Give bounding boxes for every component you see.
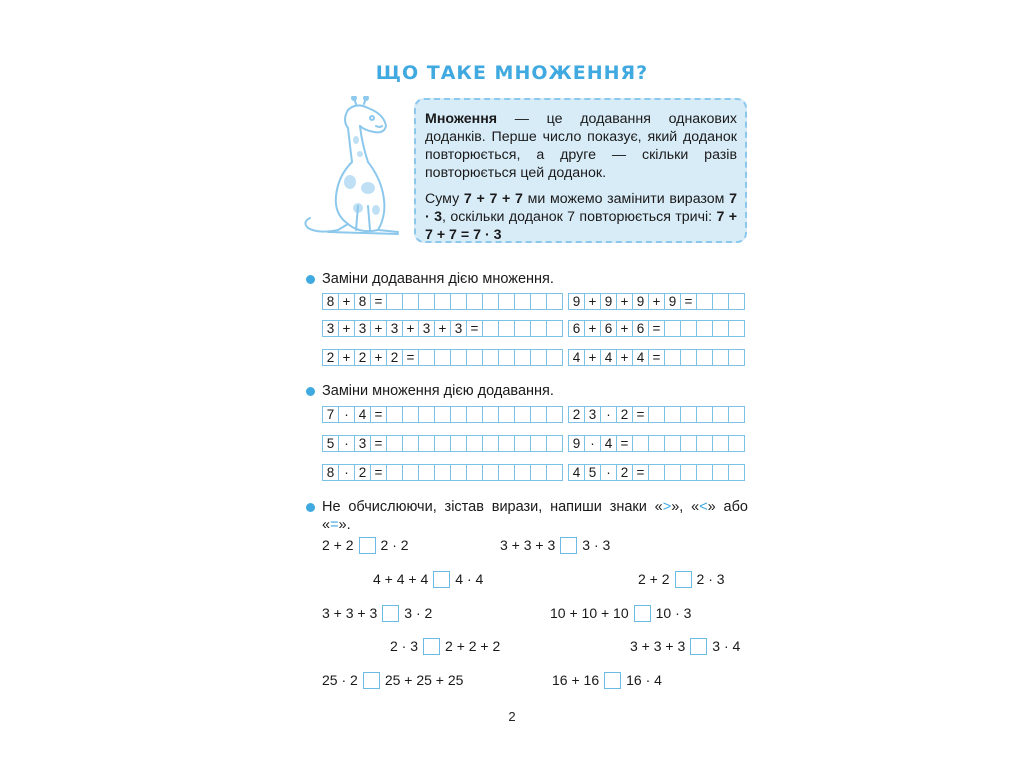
left-expression: 16 + 16	[552, 672, 600, 688]
comparison-item	[322, 603, 432, 623]
answer-grid-left	[322, 349, 562, 366]
comparison-item	[322, 535, 409, 555]
answer-cell[interactable]	[386, 464, 403, 481]
left-expression: 3 + 3 + 3	[630, 638, 686, 654]
answer-cell[interactable]	[418, 406, 435, 423]
answer-cell[interactable]	[696, 406, 713, 423]
comparison-item	[390, 636, 500, 656]
answer-grid-left	[322, 320, 562, 337]
answer-cell[interactable]	[530, 406, 547, 423]
answer-grid-left	[322, 293, 562, 310]
answer-cell[interactable]	[450, 406, 467, 423]
grid-cell: 3	[450, 320, 467, 337]
answer-cell[interactable]	[530, 293, 547, 310]
answer-cell[interactable]	[498, 435, 515, 452]
grid-cell: 3	[322, 320, 339, 337]
grid-cell: 9	[664, 293, 681, 310]
answer-cell[interactable]	[546, 435, 563, 452]
grid-cell: 5	[584, 464, 601, 481]
comparison-item	[322, 670, 463, 690]
answer-cell[interactable]	[514, 435, 531, 452]
grid-cell: 9	[600, 293, 617, 310]
right-expression: 16 · 4	[626, 672, 662, 688]
grid-cell: 4	[568, 349, 585, 366]
sign-answer-box[interactable]	[359, 537, 376, 554]
grid-cell: +	[648, 293, 665, 310]
answer-cell[interactable]	[402, 406, 419, 423]
grid-cell: 4	[600, 349, 617, 366]
answer-cell[interactable]	[664, 349, 681, 366]
answer-cell[interactable]	[482, 464, 499, 481]
task-3-text-a: Не обчислюючи, зістав вирази, напиши знаки «	[322, 499, 663, 515]
answer-grid-left	[322, 464, 562, 481]
grid-cell: 4	[632, 349, 649, 366]
task-3-text-c: » або «	[322, 499, 748, 533]
answer-cell[interactable]	[680, 435, 697, 452]
example-sum: 7 + 7 + 7	[463, 191, 523, 207]
grid-cell: ·	[584, 435, 601, 452]
grid-cell: =	[680, 293, 697, 310]
answer-cell[interactable]	[530, 349, 547, 366]
answer-cell[interactable]	[696, 293, 713, 310]
sign-answer-box[interactable]	[604, 672, 621, 689]
grid-cell: 2	[354, 349, 371, 366]
grid-cell: =	[370, 435, 387, 452]
answer-grid-right	[568, 406, 744, 423]
answer-cell[interactable]	[728, 406, 745, 423]
grid-cell: +	[434, 320, 451, 337]
answer-grid-right	[568, 435, 744, 452]
answer-cell[interactable]	[728, 293, 745, 310]
sign-answer-box[interactable]	[382, 605, 399, 622]
answer-cell[interactable]	[402, 435, 419, 452]
answer-cell[interactable]	[648, 464, 665, 481]
answer-cell[interactable]	[664, 464, 681, 481]
grid-cell: 3	[354, 320, 371, 337]
term: Множення	[425, 111, 498, 127]
answer-cell[interactable]	[418, 435, 435, 452]
left-expression: 3 + 3 + 3	[322, 605, 378, 621]
answer-cell[interactable]	[514, 320, 531, 337]
grid-cell: =	[616, 435, 633, 452]
answer-cell[interactable]	[466, 349, 483, 366]
answer-cell[interactable]	[696, 320, 713, 337]
sign-equal: =	[330, 517, 339, 533]
grid-cell: +	[370, 349, 387, 366]
grid-cell: 4	[600, 435, 617, 452]
answer-cell[interactable]	[482, 435, 499, 452]
answer-cell[interactable]	[434, 349, 451, 366]
grid-cell: =	[370, 293, 387, 310]
answer-cell[interactable]	[466, 464, 483, 481]
definition-text: — це додавання однакових доданків. Перше число показує, який доданок повторюється, а друге — скільки разів повторюється цей доданок.	[425, 111, 737, 181]
answer-cell[interactable]	[418, 349, 435, 366]
answer-cell[interactable]	[514, 464, 531, 481]
comparison-item	[550, 603, 691, 623]
grid-cell: 3	[386, 320, 403, 337]
answer-cell[interactable]	[728, 349, 745, 366]
answer-cell[interactable]	[712, 320, 729, 337]
grid-cell: +	[584, 293, 601, 310]
answer-grid-right	[568, 293, 744, 310]
answer-cell[interactable]	[546, 293, 563, 310]
right-expression: 2 + 2 + 2	[445, 638, 501, 654]
grid-cell: 2	[616, 464, 633, 481]
grid-cell: ·	[338, 464, 355, 481]
grid-cell: +	[338, 320, 355, 337]
answer-cell[interactable]	[530, 435, 547, 452]
comparison-item	[500, 535, 610, 555]
example-text-b: ми можемо замінити виразом	[522, 191, 730, 207]
comparison-item	[373, 569, 483, 589]
grid-cell: 7	[322, 406, 339, 423]
bullet-dot	[306, 387, 315, 396]
grid-cell: =	[648, 320, 665, 337]
answer-cell[interactable]	[482, 406, 499, 423]
answer-cell[interactable]	[696, 349, 713, 366]
grid-cell: =	[370, 406, 387, 423]
answer-cell[interactable]	[450, 435, 467, 452]
grid-cell: =	[632, 464, 649, 481]
grid-cell: +	[616, 293, 633, 310]
answer-cell[interactable]	[418, 293, 435, 310]
grid-cell: =	[466, 320, 483, 337]
answer-grid-right	[568, 349, 744, 366]
definition-box	[414, 98, 747, 243]
grid-cell: 6	[632, 320, 649, 337]
right-expression: 10 · 3	[655, 605, 692, 621]
sign-less: <	[699, 499, 708, 515]
answer-cell[interactable]	[712, 349, 729, 366]
answer-cell[interactable]	[434, 435, 451, 452]
answer-cell[interactable]	[680, 406, 697, 423]
answer-cell[interactable]	[680, 320, 697, 337]
task-3-text-d: ».	[338, 517, 351, 533]
answer-cell[interactable]	[498, 406, 515, 423]
sign-answer-box[interactable]	[433, 571, 450, 588]
grid-cell: 6	[568, 320, 585, 337]
grid-cell: =	[632, 406, 649, 423]
answer-cell[interactable]	[434, 464, 451, 481]
grid-cell: ·	[338, 406, 355, 423]
answer-cell[interactable]	[482, 320, 499, 337]
grid-cell: 2	[322, 349, 339, 366]
answer-cell[interactable]	[680, 464, 697, 481]
answer-cell[interactable]	[434, 406, 451, 423]
right-expression: 25 + 25 + 25	[384, 672, 464, 688]
grid-cell: +	[616, 349, 633, 366]
left-expression: 10 + 10 + 10	[550, 605, 629, 621]
answer-cell[interactable]	[712, 293, 729, 310]
sign-answer-box[interactable]	[675, 571, 692, 588]
answer-cell[interactable]	[450, 464, 467, 481]
grid-cell: +	[584, 320, 601, 337]
right-expression: 4 · 4	[455, 571, 484, 587]
grid-cell: +	[402, 320, 419, 337]
answer-cell[interactable]	[728, 464, 745, 481]
answer-cell[interactable]	[728, 435, 745, 452]
grid-cell: ·	[338, 435, 355, 452]
right-expression: 3 · 3	[582, 537, 611, 553]
answer-cell[interactable]	[530, 320, 547, 337]
answer-grid-left	[322, 406, 562, 423]
answer-cell[interactable]	[482, 349, 499, 366]
left-expression: 3 + 3 + 3	[500, 537, 556, 553]
task-3-label	[322, 498, 748, 534]
answer-cell[interactable]	[466, 406, 483, 423]
answer-cell[interactable]	[386, 293, 403, 310]
grid-cell: 4	[354, 406, 371, 423]
answer-grid-right	[568, 320, 744, 337]
answer-grid-left	[322, 435, 562, 452]
grid-cell: +	[338, 293, 355, 310]
grid-cell: =	[648, 349, 665, 366]
grid-cell: +	[584, 349, 601, 366]
answer-cell[interactable]	[402, 293, 419, 310]
grid-cell: 2	[354, 464, 371, 481]
grid-cell: 8	[322, 293, 339, 310]
task-1-label: Заміни додавання дією множення.	[322, 271, 554, 287]
grid-cell: 9	[632, 293, 649, 310]
grid-cell: =	[370, 464, 387, 481]
grid-cell: 8	[354, 293, 371, 310]
right-expression: 3 · 2	[404, 605, 433, 621]
grid-cell: =	[402, 349, 419, 366]
bullet-dot	[306, 275, 315, 284]
answer-cell[interactable]	[386, 406, 403, 423]
answer-cell[interactable]	[680, 349, 697, 366]
grid-cell: 3	[584, 406, 601, 423]
answer-cell[interactable]	[386, 435, 403, 452]
grid-cell: 8	[322, 464, 339, 481]
grid-cell: +	[338, 349, 355, 366]
answer-cell[interactable]	[514, 406, 531, 423]
answer-cell[interactable]	[450, 349, 467, 366]
sign-answer-box[interactable]	[560, 537, 577, 554]
right-expression: 2 · 3	[696, 571, 725, 587]
answer-cell[interactable]	[546, 320, 563, 337]
answer-cell[interactable]	[402, 464, 419, 481]
grid-cell: 2	[568, 406, 585, 423]
answer-cell[interactable]	[712, 406, 729, 423]
answer-cell[interactable]	[696, 464, 713, 481]
sign-answer-box[interactable]	[363, 672, 380, 689]
left-expression: 2 + 2	[322, 537, 354, 553]
answer-cell[interactable]	[514, 349, 531, 366]
answer-cell[interactable]	[482, 293, 499, 310]
left-expression: 2 + 2	[638, 571, 670, 587]
grid-cell: 4	[568, 464, 585, 481]
answer-cell[interactable]	[696, 435, 713, 452]
grid-cell: ·	[600, 464, 617, 481]
grid-cell: +	[616, 320, 633, 337]
sign-answer-box[interactable]	[690, 638, 707, 655]
answer-cell[interactable]	[498, 464, 515, 481]
grid-cell: 9	[568, 435, 585, 452]
task-3-text-b: », «	[671, 499, 700, 515]
answer-cell[interactable]	[728, 320, 745, 337]
grid-cell: 5	[322, 435, 339, 452]
example-paragraph	[425, 190, 737, 244]
answer-cell[interactable]	[514, 293, 531, 310]
grid-cell: 9	[568, 293, 585, 310]
answer-cell[interactable]	[546, 464, 563, 481]
answer-cell[interactable]	[664, 406, 681, 423]
comparison-item	[638, 569, 725, 589]
answer-cell[interactable]	[546, 406, 563, 423]
right-expression: 2 · 2	[380, 537, 409, 553]
grid-cell: ·	[600, 406, 617, 423]
sign-answer-box[interactable]	[423, 638, 440, 655]
answer-cell[interactable]	[498, 320, 515, 337]
answer-cell[interactable]	[434, 293, 451, 310]
answer-cell[interactable]	[664, 320, 681, 337]
answer-cell[interactable]	[712, 464, 729, 481]
answer-cell[interactable]	[664, 435, 681, 452]
answer-cell[interactable]	[648, 406, 665, 423]
example-equation: 7 + 7 + 7 = 7 · 3	[425, 209, 738, 243]
example-text-a: Суму	[425, 191, 464, 207]
answer-grid-right	[568, 464, 744, 481]
grid-cell: 3	[418, 320, 435, 337]
grid-cell: +	[370, 320, 387, 337]
grid-cell: 6	[600, 320, 617, 337]
example-text-c: , оскільки доданок 7 повторюється тричі:	[442, 209, 717, 225]
answer-cell[interactable]	[418, 464, 435, 481]
answer-cell[interactable]	[466, 435, 483, 452]
answer-cell[interactable]	[530, 464, 547, 481]
comparison-item	[552, 670, 662, 690]
sign-answer-box[interactable]	[634, 605, 651, 622]
answer-cell[interactable]	[632, 435, 649, 452]
answer-cell[interactable]	[498, 349, 515, 366]
definition-paragraph	[425, 110, 737, 182]
answer-cell[interactable]	[450, 293, 467, 310]
task-2-label: Заміни множення дією додавання.	[322, 383, 554, 399]
answer-cell[interactable]	[712, 435, 729, 452]
right-expression: 3 · 4	[712, 638, 741, 654]
answer-cell[interactable]	[648, 435, 665, 452]
answer-cell[interactable]	[498, 293, 515, 310]
page-title: ЩО ТАКЕ МНОЖЕННЯ?	[375, 62, 649, 84]
answer-cell[interactable]	[466, 293, 483, 310]
left-expression: 2 · 3	[390, 638, 419, 654]
page-number: 2	[508, 709, 516, 724]
grid-cell: 3	[354, 435, 371, 452]
grid-cell: 2	[386, 349, 403, 366]
left-expression: 25 · 2	[322, 672, 358, 688]
answer-cell[interactable]	[546, 349, 563, 366]
sign-greater: >	[662, 499, 672, 515]
grid-cell: 2	[616, 406, 633, 423]
giraffe-illustration	[298, 96, 408, 246]
bullet-dot	[306, 503, 315, 512]
example-product: 7 · 3	[425, 191, 737, 225]
left-expression: 4 + 4 + 4	[373, 571, 429, 587]
comparison-item	[630, 636, 740, 656]
